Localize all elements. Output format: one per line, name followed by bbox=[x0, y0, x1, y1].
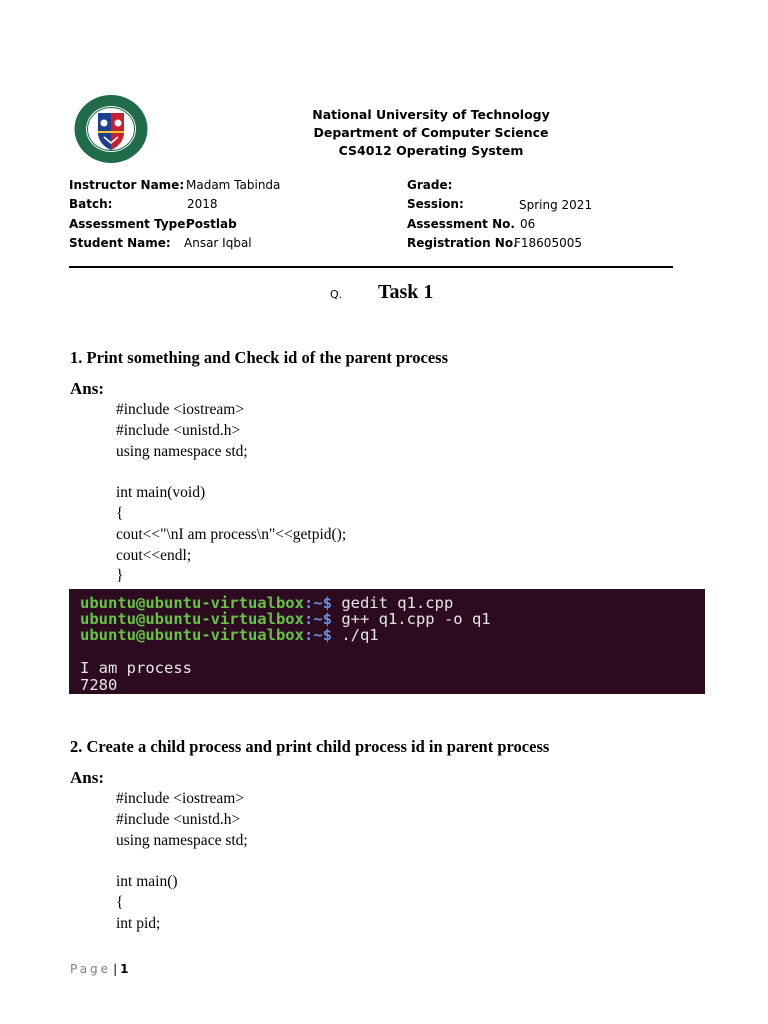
task-title: Task 1 bbox=[378, 281, 434, 303]
answer-1-code: #include <iostream> #include <unistd.h> using namespace std; int main(void) { cout<<"\nI am process\n"<<getpid(); cout<<endl; } bbox=[116, 401, 347, 585]
terminal-output-2: 7280 bbox=[80, 676, 118, 694]
answer-2-code: #include <iostream> #include <unistd.h> using namespace std; int main() { int pid; bbox=[116, 790, 248, 932]
header-divider bbox=[69, 266, 673, 268]
grade-label: Grade: bbox=[407, 178, 453, 192]
terminal-line-1: ubuntu@ubuntu-virtualbox:~$ gedit q1.cpp bbox=[80, 594, 454, 612]
question-1-heading: 1. Print something and Check id of the parent process bbox=[70, 348, 448, 367]
course-name: CS4012 Operating System bbox=[338, 143, 524, 158]
page-footer bbox=[70, 962, 128, 976]
session-label: Session: bbox=[407, 197, 464, 211]
instructor-value: Madam Tabinda bbox=[186, 178, 281, 192]
assessment-type-label: Assessment Type: bbox=[69, 217, 191, 231]
assessment-no-label: Assessment No. bbox=[407, 217, 515, 231]
page-number: 1 bbox=[120, 962, 129, 976]
terminal-line-3: ubuntu@ubuntu-virtualbox:~$ ./q1 bbox=[80, 626, 379, 644]
answer-1-label: Ans: bbox=[70, 379, 105, 398]
instructor-label: Instructor Name: bbox=[69, 178, 185, 192]
department-name: Department of Computer Science bbox=[313, 125, 549, 140]
page-label: Page bbox=[70, 962, 112, 976]
terminal-screenshot bbox=[69, 589, 705, 694]
student-label: Student Name: bbox=[69, 236, 171, 250]
university-name: National University of Technology bbox=[312, 107, 550, 122]
batch-label: Batch: bbox=[69, 197, 113, 211]
question-2-heading: 2. Create a child process and print child process id in parent process bbox=[70, 737, 550, 756]
terminal-output-1: I am process bbox=[80, 659, 192, 677]
assessment-type-value: Postlab bbox=[186, 217, 237, 231]
batch-value: 2018 bbox=[187, 197, 218, 211]
page-separator: | bbox=[113, 962, 118, 976]
assessment-no-value: 06 bbox=[520, 217, 536, 231]
question-label: Q. bbox=[330, 288, 343, 301]
university-logo bbox=[73, 94, 149, 164]
session-value: Spring 2021 bbox=[519, 198, 593, 212]
student-value: Ansar Iqbal bbox=[184, 236, 252, 250]
answer-2-label: Ans: bbox=[70, 768, 105, 787]
registration-label: Registration No. bbox=[407, 236, 518, 250]
registration-value: F18605005 bbox=[514, 236, 582, 250]
university-seal-icon bbox=[73, 94, 149, 164]
terminal-line-2: ubuntu@ubuntu-virtualbox:~$ g++ q1.cpp -o q1 bbox=[80, 610, 491, 628]
